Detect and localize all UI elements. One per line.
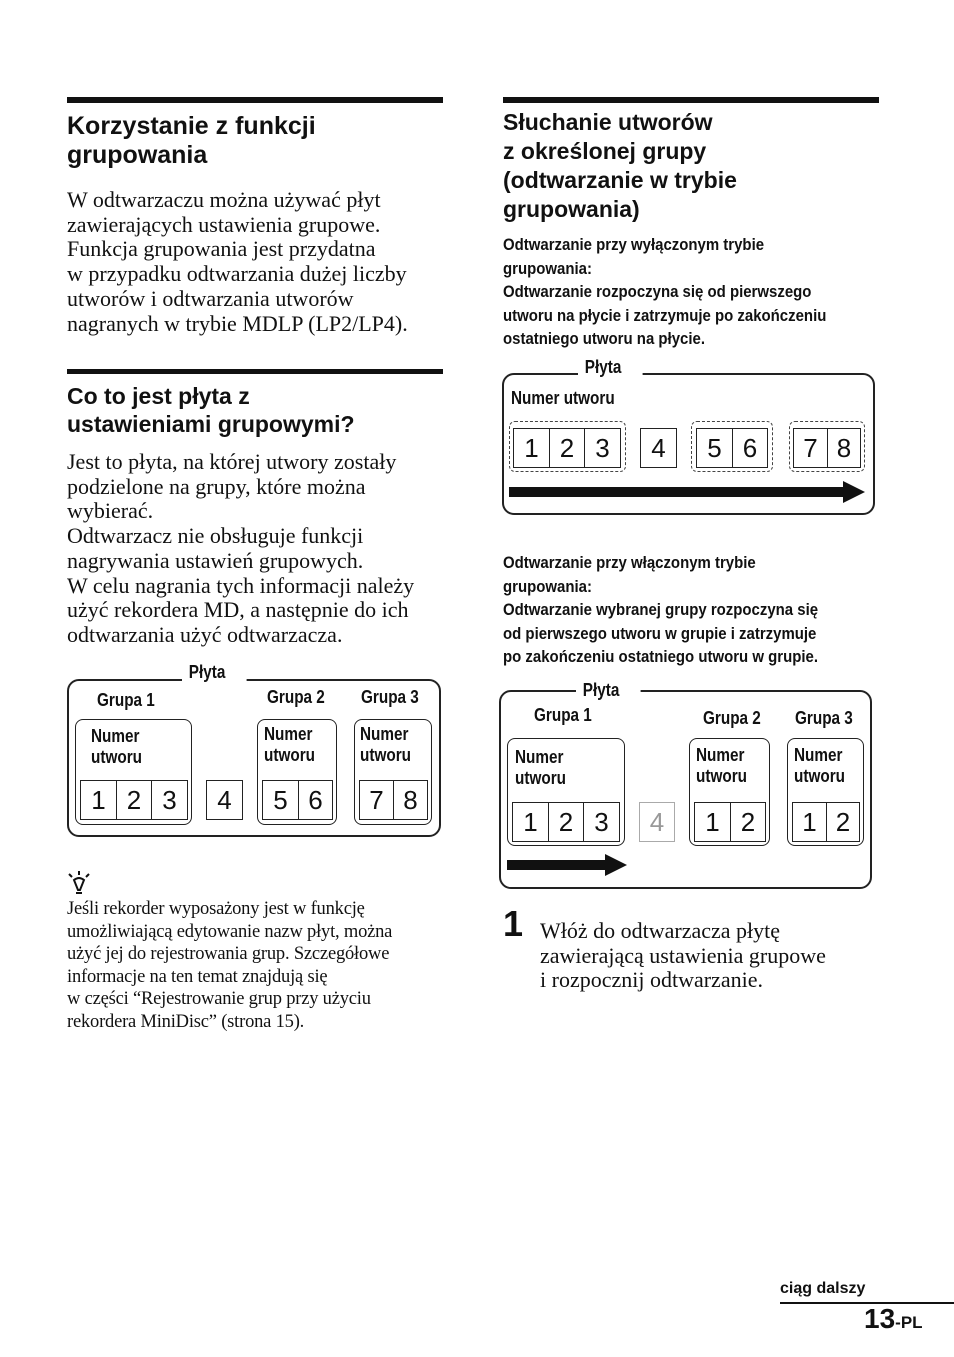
section-title: Korzystanie z funkcji grupowania	[67, 112, 316, 169]
page-number-suffix: -PL	[895, 1313, 923, 1332]
track-number: 5	[696, 428, 733, 468]
group-label: Grupa 2	[267, 687, 325, 707]
section-rule	[67, 369, 443, 374]
mode-description: Odtwarzanie przy włączonym trybie grupowania: Odtwarzanie wybranej grupy rozpoczyna się od pierwszego utworu w grupie i zatrzymuje po zakończeniu ostatniego utworu w grupie.	[503, 553, 819, 666]
track-label: Numer utworu	[360, 724, 411, 765]
track-number: 4	[206, 780, 243, 820]
track-number: 1	[792, 802, 827, 842]
track-number: 3	[151, 780, 188, 820]
page-number-value: 13	[864, 1303, 896, 1334]
continued-label: ciąg dalszy	[780, 1280, 866, 1297]
track-number: 1	[80, 780, 117, 820]
track-number: 3	[584, 428, 621, 468]
play-arrow-icon	[507, 853, 629, 877]
track-number: 7	[793, 428, 828, 468]
disc-label: Płyta	[182, 662, 247, 683]
track-label: Numer utworu	[511, 388, 615, 408]
track-number: 1	[513, 428, 550, 468]
group-label: Grupa 3	[795, 708, 853, 728]
track-label: Numer utworu	[515, 747, 566, 788]
track-label: Numer utworu	[696, 745, 747, 786]
section-rule	[67, 97, 443, 103]
page-number	[864, 1303, 923, 1340]
play-arrow-icon	[509, 480, 867, 504]
section-body: W odtwarzaczu można używać płyt zawierających ustawienia grupowe. Funkcja grupowania jest przydatna w przypadku odtwarzania dużej liczby utworów i odtwarzania utworów nagranych w trybie MDLP (LP2/LP4).	[67, 187, 408, 336]
disc-label: Płyta	[578, 357, 643, 378]
track-number: 2	[548, 802, 584, 842]
disc-label: Płyta	[576, 680, 641, 701]
group-label: Grupa 1	[97, 690, 155, 710]
track-number: 2	[549, 428, 585, 468]
track-number: 6	[732, 428, 768, 468]
section-title: Co to jest płyta z ustawieniami grupowymi?	[67, 383, 355, 437]
track-number-dimmed: 4	[639, 802, 675, 842]
track-label: Numer utworu	[794, 745, 845, 786]
track-number: 1	[512, 802, 549, 842]
group-label: Grupa 2	[703, 708, 761, 728]
track-label: Numer utworu	[91, 726, 142, 767]
track-number: 4	[640, 428, 677, 468]
track-number: 8	[393, 780, 428, 820]
step-text: Włóż do odtwarzacza płytę zawierającą ustawienia grupowe i rozpocznij odtwarzanie.	[540, 918, 826, 993]
tip-text: Jeśli rekorder wyposażony jest w funkcję umożliwiającą edytowanie nazw płyt, można użyć jej do rejestrowania grup. Szczegółowe informacje na ten temat znajdują się w części “Rejestrowanie grup przy użyciu rekordera MiniDisc” (strona 15).	[67, 899, 393, 1032]
track-number: 6	[298, 780, 333, 820]
track-number: 2	[116, 780, 152, 820]
track-number: 3	[583, 802, 620, 842]
track-number: 8	[827, 428, 861, 468]
section-title: Słuchanie utworów z określonej grupy (odtwarzanie w trybie grupowania)	[503, 109, 737, 222]
step-number: 1	[503, 903, 524, 944]
track-label: Numer utworu	[264, 724, 315, 765]
track-number: 7	[359, 780, 394, 820]
track-number: 2	[826, 802, 860, 842]
mode-description: Odtwarzanie przy wyłączonym trybie grupowania: Odtwarzanie rozpoczyna się od pierwszego utworu na płycie i zatrzymuje po zakończeniu ostatniego utworu na płycie.	[503, 235, 827, 348]
track-number: 5	[262, 780, 299, 820]
section-body: Jest to płyta, na której utwory zostały podzielone na grupy, które można wybierać. Odtwarzacz nie obsługuje funkcji nagrywania ustawień grupowych. W celu nagrania tych informacji należy użyć rekordera MD, a następnie do ich odtwarzania użyć odtwarzacza.	[67, 449, 415, 647]
group-label: Grupa 1	[534, 705, 592, 725]
section-rule	[503, 97, 879, 103]
track-number: 1	[694, 802, 731, 842]
track-number: 2	[730, 802, 766, 842]
group-label: Grupa 3	[361, 687, 419, 707]
lightbulb-icon	[67, 870, 91, 896]
